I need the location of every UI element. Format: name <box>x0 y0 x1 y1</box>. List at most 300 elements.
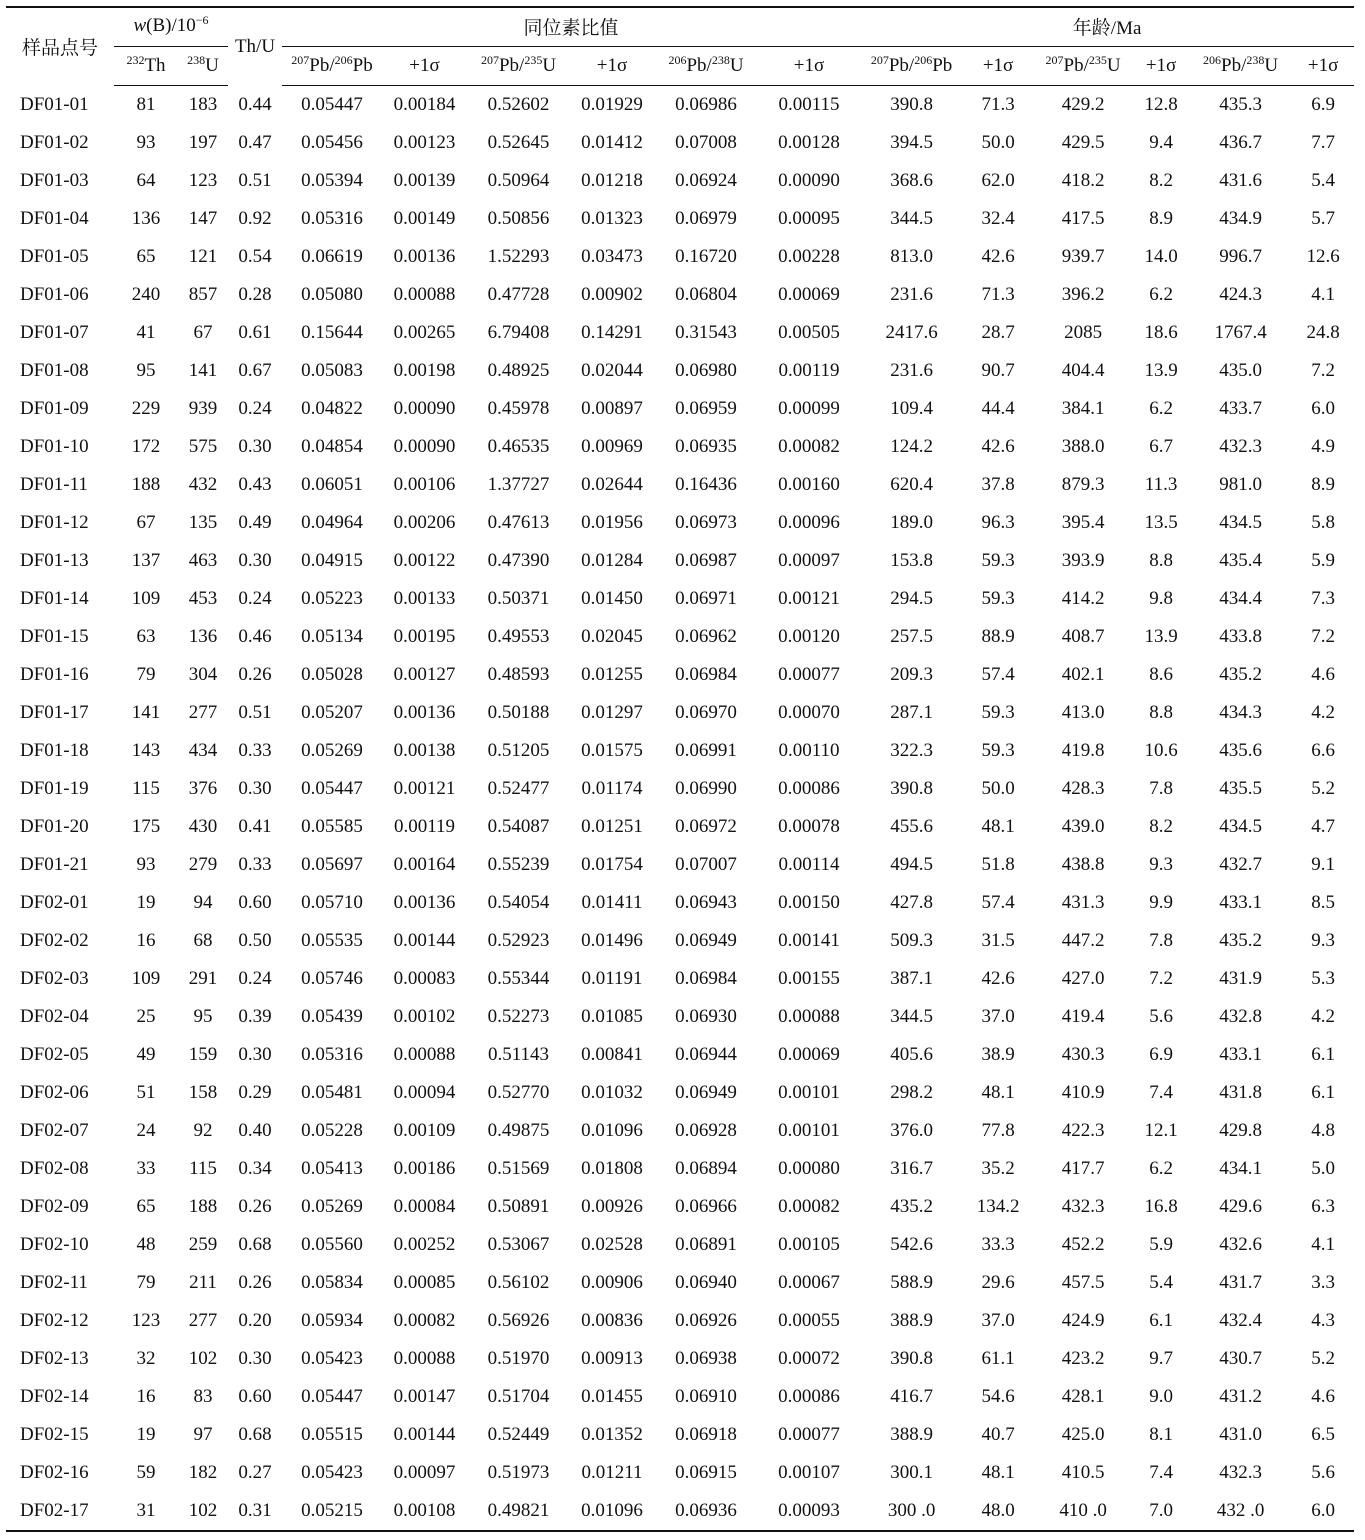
cell-ratio-pb207-u235: 0.52273 <box>487 1006 550 1027</box>
cell-ratio-pb206-u238: 0.06940 <box>675 1272 737 1293</box>
cell-ratio-pb207-u235: 0.49553 <box>487 626 550 647</box>
cell-sample-id: DF02-14 <box>20 1386 89 1407</box>
cell-age-sigma-3: 6.0 <box>1292 1492 1354 1531</box>
cell-th-u: 0.39 <box>238 1006 272 1027</box>
cell-ratio-sigma-3: 0.00096 <box>778 512 840 533</box>
cell-ratio-sigma-1: 0.00144 <box>393 930 456 951</box>
cell-ratio-sigma-2: 0.01956 <box>581 512 643 533</box>
cell-ratio-pb207-u235: 1.52293 <box>487 246 550 267</box>
cell-age-sigma-2: 6.9 <box>1149 1044 1173 1065</box>
cell-th-u: 0.27 <box>238 1462 272 1483</box>
cell-age-pb207-pb206: 209.3 <box>890 664 933 685</box>
cell-age-pb207-u235: 423.2 <box>1061 1348 1105 1369</box>
cell-ratio-sigma-1: 0.00088 <box>393 284 456 305</box>
table-row <box>6 1454 1354 1492</box>
cell-age-sigma-1: 59.3 <box>981 550 1015 571</box>
cell-ratio-pb207-u235: 0.45978 <box>487 398 550 419</box>
cell-age-sigma-2: 6.2 <box>1149 284 1173 305</box>
cell-age-pb207-pb206: 344.5 <box>890 1006 933 1027</box>
cell-th232: 48 <box>136 1234 156 1255</box>
cell-th232: 19 <box>136 892 156 913</box>
cell-age-pb206-u238: 434.1 <box>1219 1158 1262 1179</box>
cell-u238: 97 <box>193 1424 213 1445</box>
cell-age-pb207-pb206: 388.9 <box>890 1424 933 1445</box>
cell-ratio-sigma-1: 0.00102 <box>393 1006 456 1027</box>
cell-th232: 188 <box>131 474 161 495</box>
cell-th-u: 0.30 <box>238 1348 272 1369</box>
cell-sample-id: DF01-16 <box>20 664 89 685</box>
cell-sample-id: DF01-03 <box>20 170 89 191</box>
cell-age-pb207-u235: 410.5 <box>1061 1462 1105 1483</box>
cell-age-sigma-1: 88.9 <box>981 626 1015 647</box>
cell-age-pb207-pb206: 300.1 <box>890 1462 933 1483</box>
text: +1σ <box>1307 55 1339 76</box>
cell-age-sigma-1: 40.7 <box>981 1424 1015 1445</box>
sup: 238 <box>711 53 730 67</box>
cell-sample-id: DF01-17 <box>20 702 89 723</box>
cell-age-pb207-u235: 428.3 <box>1061 778 1105 799</box>
cell-th232: 67 <box>136 512 156 533</box>
cell-age-pb206-u238: 433.8 <box>1219 626 1262 647</box>
cell-ratio-sigma-3: 0.00082 <box>778 1196 840 1217</box>
cell-ratio-sigma-2: 0.00841 <box>581 1044 643 1065</box>
cell-age-pb206-u238: 431.0 <box>1219 1424 1262 1445</box>
cell-sample-id: DF01-10 <box>20 436 89 457</box>
cell-age-sigma-1: 59.3 <box>981 740 1015 761</box>
sup: 206 <box>914 53 933 67</box>
cell-ratio-pb207-u235: 0.47728 <box>487 284 550 305</box>
cell-th232: 143 <box>131 740 161 761</box>
cell-th232: 172 <box>131 436 161 457</box>
cell-sample-id: DF01-05 <box>20 246 89 267</box>
cell-age-pb207-u235: 427.0 <box>1061 968 1105 989</box>
cell-ratio-sigma-3: 0.00093 <box>758 1492 860 1531</box>
cell-ratio-sigma-2: 0.01297 <box>581 702 643 723</box>
cell-ratio-sigma-3: 0.00086 <box>778 778 840 799</box>
cell-age-pb207-pb206: 287.1 <box>890 702 933 723</box>
cell-ratio-pb206-u238: 0.06987 <box>675 550 737 571</box>
cell-th-u: 0.51 <box>238 702 272 723</box>
cell-ratio-pb206-u238: 0.06943 <box>675 892 737 913</box>
cell-ratio-pb207-u235: 0.56102 <box>487 1272 550 1293</box>
cell-age-pb207-pb206: 394.5 <box>890 132 933 153</box>
cell-age-pb207-pb206: 388.9 <box>890 1310 933 1331</box>
cell-ratio-sigma-2: 0.01096 <box>581 1120 643 1141</box>
cell-age-pb207-pb206: 344.5 <box>890 208 933 229</box>
cell-age-sigma-2: 13.9 <box>1144 360 1178 381</box>
cell-age-sigma-1: 48.1 <box>981 1082 1015 1103</box>
cell-ratio-pb207-pb206: 0.05560 <box>301 1234 363 1255</box>
cell-age-sigma-3: 6.1 <box>1311 1082 1335 1103</box>
cell-age-pb207-u235: 418.2 <box>1061 170 1105 191</box>
cell-sample-id: DF01-12 <box>20 512 89 533</box>
cell-age-pb206-u238: 435.0 <box>1219 360 1262 381</box>
cell-ratio-sigma-1: 0.00133 <box>393 588 456 609</box>
table-row <box>6 960 1354 998</box>
cell-age-sigma-1: 28.7 <box>981 322 1015 343</box>
cell-age-pb207-pb206: 494.5 <box>890 854 933 875</box>
cell-ratio-sigma-2: 0.00897 <box>581 398 643 419</box>
cell-ratio-sigma-1: 0.00184 <box>393 94 456 115</box>
table-row <box>6 1302 1354 1340</box>
cell-ratio-pb207-u235: 0.52923 <box>487 930 550 951</box>
table-row <box>6 428 1354 466</box>
sup: 232 <box>126 53 145 67</box>
cell-sample-id: DF02-06 <box>20 1082 89 1103</box>
cell-age-sigma-3: 4.9 <box>1311 436 1335 457</box>
cell-sample-id: DF02-17 <box>6 1492 114 1531</box>
cell-ratio-pb206-u238: 0.06973 <box>675 512 737 533</box>
cell-ratio-pb207-u235: 0.48593 <box>487 664 550 685</box>
text: U <box>1264 55 1279 76</box>
cell-age-sigma-2: 13.9 <box>1144 626 1178 647</box>
cell-age-sigma-2: 5.9 <box>1149 1234 1173 1255</box>
cell-age-sigma-2: 7.8 <box>1149 778 1173 799</box>
cell-age-pb206-u238: 436.7 <box>1219 132 1262 153</box>
cell-age-pb207-u235: 404.4 <box>1061 360 1105 381</box>
cell-age-sigma-3: 7.2 <box>1311 626 1335 647</box>
cell-ratio-sigma-1: 0.00265 <box>393 322 456 343</box>
cell-ratio-pb207-u235: 0.50964 <box>487 170 550 191</box>
table-row <box>6 238 1354 276</box>
cell-u238: 188 <box>188 1196 218 1217</box>
cell-ratio-pb206-u238: 0.06938 <box>675 1348 737 1369</box>
cell-age-sigma-1: 42.6 <box>981 246 1015 267</box>
cell-th232: 63 <box>136 626 156 647</box>
cell-age-sigma-3: 7.2 <box>1311 360 1335 381</box>
cell-ratio-sigma-2: 0.01412 <box>581 132 643 153</box>
header-age-pb207-pb206 <box>860 47 963 86</box>
cell-ratio-pb206-u238: 0.06930 <box>675 1006 737 1027</box>
cell-th-u: 0.67 <box>238 360 272 381</box>
cell-age-sigma-2: 12.1 <box>1144 1120 1178 1141</box>
cell-ratio-pb206-u238: 0.06959 <box>675 398 737 419</box>
cell-age-pb207-u235: 413.0 <box>1061 702 1105 723</box>
cell-ratio-pb206-u238: 0.16720 <box>675 246 737 267</box>
cell-th-u: 0.54 <box>238 246 272 267</box>
table-row <box>6 998 1354 1036</box>
header-th-u-label: Th/U <box>234 35 276 57</box>
cell-age-sigma-2: 8.6 <box>1149 664 1173 685</box>
cell-ratio-pb206-u238: 0.06936 <box>654 1492 758 1531</box>
cell-ratio-pb206-u238: 0.06979 <box>675 208 737 229</box>
sup: 207 <box>291 53 310 67</box>
cell-th-u: 0.43 <box>238 474 272 495</box>
cell-th-u: 0.46 <box>238 626 272 647</box>
cell-ratio-pb207-pb206: 0.05207 <box>301 702 363 723</box>
cell-age-pb207-pb206: 542.6 <box>890 1234 933 1255</box>
cell-age-pb206-u238: 432.6 <box>1219 1234 1262 1255</box>
header-concentration-group <box>114 7 228 47</box>
cell-ratio-pb207-pb206: 0.05834 <box>301 1272 363 1293</box>
cell-ratio-sigma-2: 0.01575 <box>581 740 643 761</box>
table-body <box>6 86 1354 1532</box>
cell-age-sigma-2: 9.7 <box>1149 1348 1173 1369</box>
cell-ratio-pb207-u235: 0.50371 <box>487 588 550 609</box>
cell-age-sigma-2: 8.8 <box>1149 702 1173 723</box>
cell-sample-id: DF02-05 <box>20 1044 89 1065</box>
cell-age-sigma-3: 4.7 <box>1311 816 1335 837</box>
cell-ratio-sigma-2: 0.02644 <box>581 474 643 495</box>
cell-sample-id: DF01-08 <box>20 360 89 381</box>
cell-ratio-pb207-u235: 0.52602 <box>487 94 550 115</box>
cell-ratio-pb207-pb206: 0.05316 <box>301 208 363 229</box>
cell-ratio-pb206-u238: 0.06980 <box>675 360 737 381</box>
cell-ratio-sigma-1: 0.00123 <box>393 132 456 153</box>
header-sample-label: 样品点号 <box>21 38 98 60</box>
cell-th-u: 0.30 <box>238 550 272 571</box>
cell-ratio-pb207-pb206: 0.05710 <box>301 892 363 913</box>
cell-ratio-pb207-pb206: 0.05413 <box>301 1158 363 1179</box>
cell-age-pb207-pb206: 316.7 <box>890 1158 933 1179</box>
cell-th232: 136 <box>131 208 161 229</box>
data-table-container <box>6 6 1354 1532</box>
cell-sample-id: DF02-02 <box>20 930 89 951</box>
cell-th-u: 0.40 <box>238 1120 272 1141</box>
cell-ratio-pb206-u238: 0.07008 <box>675 132 737 153</box>
cell-ratio-pb206-u238: 0.06972 <box>675 816 737 837</box>
cell-sample-id: DF02-12 <box>20 1310 89 1331</box>
cell-ratio-sigma-2: 0.01211 <box>581 1462 643 1483</box>
cell-ratio-sigma-1: 0.00122 <box>393 550 456 571</box>
cell-sample-id: DF01-14 <box>20 588 89 609</box>
cell-sample-id: DF01-02 <box>20 132 89 153</box>
cell-age-sigma-1: 37.0 <box>981 1310 1015 1331</box>
cell-u238: 432 <box>188 474 218 495</box>
header-ratio-sigma-1 <box>382 47 467 86</box>
cell-th232: 123 <box>131 1310 161 1331</box>
cell-ratio-sigma-2: 0.01284 <box>581 550 643 571</box>
cell-age-pb207-u235: 424.9 <box>1061 1310 1105 1331</box>
cell-ratio-sigma-2: 0.02045 <box>581 626 643 647</box>
cell-ratio-pb206-u238: 0.06944 <box>675 1044 737 1065</box>
cell-sample-id: DF01-07 <box>20 322 89 343</box>
cell-ratio-sigma-3: 0.00228 <box>778 246 840 267</box>
cell-ratio-pb207-pb206: 0.05134 <box>301 626 363 647</box>
cell-age-pb207-pb206: 153.8 <box>890 550 933 571</box>
cell-ratio-sigma-1: 0.00097 <box>393 1462 456 1483</box>
cell-age-sigma-1: 77.8 <box>981 1120 1015 1141</box>
cell-th-u: 0.31 <box>228 1492 282 1531</box>
cell-ratio-pb207-pb206: 0.05269 <box>301 1196 363 1217</box>
cell-u238: 95 <box>193 1006 213 1027</box>
cell-age-pb207-pb206: 189.0 <box>890 512 933 533</box>
cell-ratio-pb207-pb206: 0.05028 <box>301 664 363 685</box>
cell-ratio-pb206-u238: 0.06984 <box>675 968 737 989</box>
cell-ratio-sigma-1: 0.00149 <box>393 208 456 229</box>
cell-age-pb207-pb206: 588.9 <box>890 1272 933 1293</box>
cell-age-sigma-3: 5.2 <box>1311 1348 1335 1369</box>
cell-ratio-pb207-pb206: 0.05439 <box>301 1006 363 1027</box>
cell-ratio-pb207-pb206: 0.05269 <box>301 740 363 761</box>
cell-u238: 463 <box>188 550 218 571</box>
cell-age-pb207-pb206: 109.4 <box>890 398 933 419</box>
cell-age-pb207-pb206: 405.6 <box>890 1044 933 1065</box>
cell-age-sigma-1: 42.6 <box>981 968 1015 989</box>
cell-ratio-pb206-u238: 0.06949 <box>675 1082 737 1103</box>
table-row <box>6 1264 1354 1302</box>
cell-th-u: 0.61 <box>238 322 272 343</box>
cell-ratio-pb206-u238: 0.06991 <box>675 740 737 761</box>
cell-age-pb207-u235: 425.0 <box>1061 1424 1105 1445</box>
cell-age-pb207-u235: 428.1 <box>1061 1386 1105 1407</box>
header-sample-id <box>6 7 114 86</box>
header-ratio-group <box>282 7 860 47</box>
cell-age-pb207-u235: 393.9 <box>1061 550 1105 571</box>
cell-ratio-sigma-1: 0.00144 <box>393 1424 456 1445</box>
cell-age-pb207-u235: 879.3 <box>1061 474 1105 495</box>
cell-age-sigma-3: 6.1 <box>1311 1044 1335 1065</box>
header-th-u <box>228 7 282 86</box>
cell-ratio-sigma-2: 0.03473 <box>581 246 643 267</box>
table-row <box>6 542 1354 580</box>
cell-age-pb207-u235: 447.2 <box>1061 930 1105 951</box>
cell-age-sigma-3: 6.5 <box>1311 1424 1335 1445</box>
cell-age-pb207-pb206: 298.2 <box>890 1082 933 1103</box>
cell-ratio-sigma-2: 0.00926 <box>581 1196 643 1217</box>
cell-sample-id: DF02-15 <box>20 1424 89 1445</box>
cell-ratio-pb207-u235: 0.48925 <box>487 360 550 381</box>
text: +1σ <box>793 55 825 76</box>
cell-age-sigma-1: 48.1 <box>981 816 1015 837</box>
table-row <box>6 162 1354 200</box>
cell-ratio-pb206-u238: 0.06962 <box>675 626 737 647</box>
cell-th-u: 0.33 <box>238 740 272 761</box>
cell-sample-id: DF02-01 <box>20 892 89 913</box>
cell-age-sigma-3: 6.9 <box>1311 94 1335 115</box>
cell-age-pb206-u238: 434.9 <box>1219 208 1262 229</box>
header-age-sigma-1 <box>963 47 1033 86</box>
cell-age-pb206-u238: 434.3 <box>1219 702 1262 723</box>
cell-ratio-sigma-1: 0.00083 <box>393 968 456 989</box>
cell-u238: 277 <box>188 1310 218 1331</box>
cell-th-u: 0.41 <box>238 816 272 837</box>
table-row <box>6 694 1354 732</box>
cell-ratio-sigma-3: 0.00070 <box>778 702 840 723</box>
sup: 238 <box>187 53 206 67</box>
cell-sample-id: DF02-11 <box>20 1272 88 1293</box>
cell-th232: 93 <box>136 132 156 153</box>
cell-age-pb206-u238: 431.7 <box>1219 1272 1262 1293</box>
cell-ratio-pb207-pb206: 0.05080 <box>301 284 363 305</box>
cell-ratio-pb206-u238: 0.06894 <box>675 1158 737 1179</box>
cell-u238: 183 <box>188 94 218 115</box>
cell-ratio-sigma-3: 0.00069 <box>778 1044 840 1065</box>
cell-ratio-sigma-1: 0.00088 <box>393 1348 456 1369</box>
cell-th-u: 0.33 <box>238 854 272 875</box>
cell-ratio-sigma-3: 0.00128 <box>778 132 840 153</box>
cell-ratio-pb207-u235: 0.50188 <box>487 702 550 723</box>
cell-age-pb206-u238: 429.8 <box>1219 1120 1262 1141</box>
cell-sample-id: DF01-21 <box>20 854 89 875</box>
cell-th232: 141 <box>131 702 161 723</box>
cell-ratio-sigma-3: 0.00105 <box>778 1234 840 1255</box>
table-row <box>6 1416 1354 1454</box>
cell-th-u: 0.34 <box>238 1158 272 1179</box>
cell-ratio-pb206-u238: 0.06926 <box>675 1310 737 1331</box>
text: +1σ <box>409 55 440 76</box>
cell-age-sigma-1: 29.6 <box>981 1272 1015 1293</box>
cell-age-sigma-1: 54.6 <box>981 1386 1015 1407</box>
text: U <box>1106 55 1121 76</box>
cell-age-sigma-3: 4.6 <box>1311 664 1335 685</box>
cell-ratio-sigma-3: 0.00080 <box>778 1158 840 1179</box>
cell-ratio-pb207-pb206: 0.05423 <box>301 1348 363 1369</box>
cell-ratio-sigma-1: 0.00147 <box>393 1386 456 1407</box>
cell-ratio-sigma-2: 0.02044 <box>581 360 643 381</box>
cell-age-pb207-u235: 430.3 <box>1061 1044 1105 1065</box>
table-row <box>6 1074 1354 1112</box>
cell-age-pb206-u238: 435.5 <box>1219 778 1262 799</box>
sup: 207 <box>870 53 889 67</box>
cell-ratio-sigma-2: 0.14291 <box>581 322 643 343</box>
cell-th232: 79 <box>136 664 156 685</box>
cell-ratio-sigma-1: 0.00085 <box>393 1272 456 1293</box>
cell-age-sigma-3: 8.5 <box>1311 892 1335 913</box>
cell-age-pb206-u238: 432.4 <box>1219 1310 1262 1331</box>
text: +1σ <box>982 55 1014 76</box>
cell-sample-id: DF01-19 <box>20 778 89 799</box>
cell-age-sigma-2: 9.4 <box>1149 132 1173 153</box>
cell-u238: 158 <box>188 1082 218 1103</box>
cell-ratio-pb207-pb206: 0.05585 <box>301 816 363 837</box>
cell-th-u: 0.68 <box>238 1234 272 1255</box>
cell-ratio-sigma-1: 0.00082 <box>393 1310 456 1331</box>
cell-ratio-pb207-u235: 0.53067 <box>487 1234 550 1255</box>
cell-ratio-pb206-u238: 0.06984 <box>675 664 737 685</box>
cell-ratio-pb206-u238: 0.06971 <box>675 588 737 609</box>
cell-age-sigma-2: 5.4 <box>1149 1272 1173 1293</box>
cell-ratio-pb207-pb206: 0.04822 <box>301 398 363 419</box>
cell-age-pb206-u238: 435.2 <box>1219 930 1262 951</box>
cell-age-sigma-2: 8.9 <box>1149 208 1173 229</box>
cell-age-sigma-1: 44.4 <box>981 398 1015 419</box>
text: +1σ <box>1145 55 1177 76</box>
cell-ratio-sigma-3: 0.00077 <box>778 664 840 685</box>
cell-ratio-sigma-1: 0.00090 <box>393 398 456 419</box>
cell-age-sigma-3: 12.6 <box>1306 246 1340 267</box>
cell-ratio-pb207-u235: 0.51143 <box>487 1044 550 1065</box>
cell-age-sigma-1: 51.8 <box>981 854 1015 875</box>
cell-sample-id: DF02-13 <box>20 1348 89 1369</box>
cell-sample-id: DF02-03 <box>20 968 89 989</box>
cell-ratio-sigma-1: 0.00109 <box>393 1120 456 1141</box>
cell-ratio-pb207-u235: 0.52645 <box>487 132 550 153</box>
cell-age-pb206-u238: 432.3 <box>1219 1462 1262 1483</box>
cell-age-pb206-u238: 433.1 <box>1219 1044 1262 1065</box>
cell-ratio-pb207-pb206: 0.05447 <box>301 1386 363 1407</box>
cell-age-sigma-1: 59.3 <box>981 588 1015 609</box>
cell-sample-id: DF02-09 <box>20 1196 89 1217</box>
cell-sample-id: DF02-08 <box>20 1158 89 1179</box>
cell-ratio-pb207-pb206: 0.15644 <box>301 322 363 343</box>
table-row <box>6 200 1354 238</box>
cell-age-sigma-2: 9.3 <box>1149 854 1173 875</box>
text: Pb/ <box>888 55 915 76</box>
cell-th232: 137 <box>131 550 161 571</box>
table-row <box>6 808 1354 846</box>
cell-th-u: 0.20 <box>238 1310 272 1331</box>
table-row <box>6 1340 1354 1378</box>
cell-ratio-sigma-2: 0.01352 <box>581 1424 643 1445</box>
cell-age-sigma-1: 57.4 <box>981 892 1015 913</box>
cell-ratio-sigma-3: 0.00082 <box>778 436 840 457</box>
cell-age-pb207-u235: 431.3 <box>1061 892 1105 913</box>
cell-age-pb206-u238: 434.4 <box>1219 588 1262 609</box>
cell-u238: 277 <box>188 702 218 723</box>
cell-th-u: 0.30 <box>238 436 272 457</box>
cell-age-sigma-3: 5.7 <box>1311 208 1335 229</box>
